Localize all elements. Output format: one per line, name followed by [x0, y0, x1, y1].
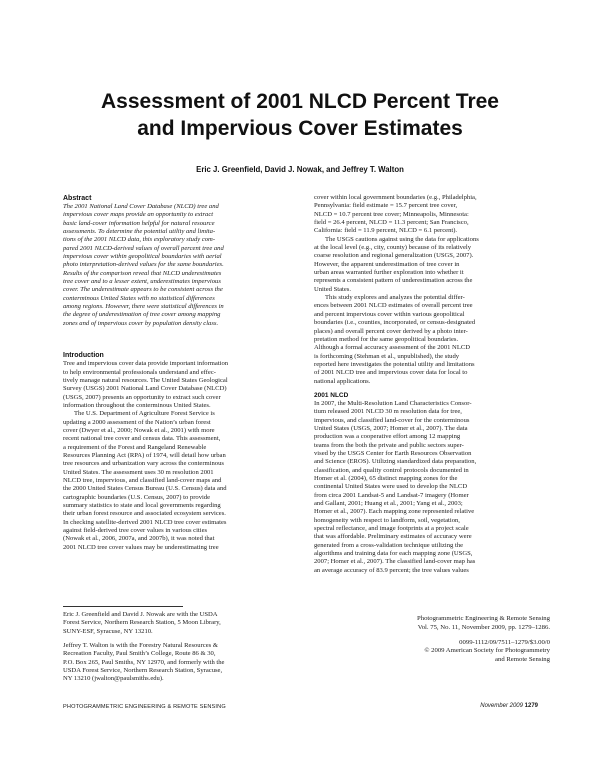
- abstract-line: conterminous United States with no statistical differences: [63, 294, 215, 302]
- abstract-line: tree cover and to a lesser extent, underestimates impervious: [63, 278, 221, 286]
- abstract-line: tions of the 2001 NLCD data, this exploratory study com-: [63, 236, 216, 244]
- text-line: a requirement of the Forest and Rangeland Renewable: [63, 443, 207, 451]
- abstract-line: Results of the comparison reveal that NLCD underestimates: [63, 269, 222, 277]
- text-line: Pennsylvania: field estimate = 15.7 percent tree cover,: [314, 202, 458, 210]
- text-line: Resources Planning Act (RPA) of 1974, will detail how urban: [63, 451, 226, 459]
- copyright-line-1: © 2009 American Society for Photogrammetry: [424, 647, 550, 655]
- text-line: tively manage natural resources. The United States Geological: [63, 376, 228, 384]
- text-line: tree resources and urbanization vary across the conterminous: [63, 460, 224, 468]
- footnote-line: P.O. Box 265, Paul Smiths, NY 12970, and formerly with the: [63, 658, 225, 666]
- footnote-line: USDA Forest Service, Northern Research Station, Syracuse,: [63, 667, 223, 675]
- text-line: boundaries (i.e., counties, incorporated, or census-designated: [314, 319, 476, 327]
- abstract-line: zones and of impervious cover by population density class.: [63, 319, 219, 327]
- abstract-line: assessments. To determine the potential utility and limita-: [63, 228, 216, 236]
- footnote-line: Eric J. Greenfield and David J. Nowak are with the USDA: [63, 611, 218, 618]
- issn-code: 0099-1112/09/7511–1279/$3.00/0: [459, 638, 550, 646]
- running-footer-journal: PHOTOGRAMMETRIC ENGINEERING & REMOTE SENSING: [63, 704, 226, 710]
- text-line: and Science (EROS). Utilizing standardized data preparation,: [314, 458, 477, 466]
- footnote-line: SUNY-ESF, Syracuse, NY 13210.: [63, 627, 153, 635]
- author-list: Eric J. Greenfield, David J. Nowak, and Jeffrey T. Walton: [196, 165, 404, 174]
- text-line: tium released 2001 NLCD 30 m resolution data for tree,: [314, 408, 462, 416]
- text-line: homogeneity with respect to landform, soil, vegetation,: [314, 516, 460, 524]
- text-line: California: field = 11.9 percent, NLCD = 6.1 percent).: [314, 227, 458, 235]
- text-line: summary statistics to state and local governments regarding: [63, 502, 221, 509]
- running-footer-page: [480, 703, 538, 709]
- text-line: updating a 2000 assessment of the Nation’s urban forest: [63, 418, 211, 426]
- text-line: national applications.: [314, 377, 371, 385]
- study-paragraph: [314, 294, 554, 386]
- text-line: and percent impervious cover within various geopolitical: [314, 310, 465, 318]
- text-line: teams from the both the private and public sectors super-: [314, 441, 464, 449]
- left-column: [63, 194, 313, 552]
- text-line: to help environmental professionals understand and effec-: [63, 368, 216, 376]
- text-line: In 2007, the Multi-Resolution Land Characteristics Consor-: [314, 399, 472, 407]
- text-line: algorithms and training data for each mapping zone (USGS,: [314, 550, 473, 558]
- text-line: cartographic boundaries (U.S. Census, 2007) to provide: [63, 493, 211, 501]
- text-line: Homer et al., 2007). Each mapping zone represented relative: [314, 508, 475, 516]
- text-line: urban areas warranted further exploration into whether it: [314, 269, 464, 277]
- text-line: of 2001 NLCD tree and impervious cover data for local to: [314, 369, 468, 377]
- abstract-line: photo interpretation-derived values for the same boundaries.: [63, 261, 224, 269]
- text-line: vised by the USGS Center for Earth Resources Observation: [314, 449, 472, 457]
- title-line-2: and Impervious Cover Estimates: [137, 117, 463, 140]
- text-line: coarse resolution and regional generalization (USGS, 2007).: [314, 252, 474, 260]
- text-line: and Gallant, 2001; Huang et al., 2001; Yang et al., 2003;: [314, 500, 463, 508]
- introduction-paragraph-2: [63, 410, 313, 552]
- paper-title: [40, 88, 560, 142]
- nlcd-section-heading: 2001 NLCD: [314, 391, 349, 399]
- text-line: places) and overall percent cover derived by a photo inter-: [314, 327, 468, 335]
- text-line: Tree and impervious cover data provide important information: [63, 360, 229, 368]
- text-line: NLCD = 10.7 percent tree cover; Minneapolis, Minnesota:: [314, 210, 469, 218]
- abstract-line: among regions. However, there were statistical differences in: [63, 303, 224, 311]
- page-number: 1279: [524, 703, 538, 709]
- text-line: continental United States were used to develop the NLCD: [314, 483, 468, 491]
- text-line: United States. The assessment uses 30 m resolution 2001: [63, 468, 214, 476]
- text-line: reported here investigates the potential utility and limitations: [314, 360, 475, 368]
- text-line: is forthcoming (Stehman et al., unpublished), the study: [314, 352, 460, 360]
- text-line: United States.: [314, 285, 351, 293]
- abstract-line: impervious cover within geopolitical boundaries with aerial: [63, 253, 222, 261]
- text-line: information throughout the conterminous United States.: [63, 401, 211, 409]
- text-line: represents a consistent pattern of underestimation across the: [314, 277, 473, 285]
- abstract-line: cover. The underestimate appears to be consistent across the: [63, 286, 223, 294]
- text-line: NLCD tree, impervious, and classified land-cover maps and: [63, 476, 222, 484]
- introduction-paragraph-1: [63, 360, 313, 410]
- copyright-line-2: and Remote Sensing: [495, 656, 550, 664]
- text-line: 2001 NLCD tree cover values may be underestimating tree: [63, 543, 219, 551]
- text-line: an average accuracy of 83.9 percent; the tree values values: [314, 566, 469, 574]
- text-line: that was affordable. Preliminary estimates of accuracy were: [314, 533, 472, 541]
- footnote-line: Jeffrey T. Walton is with the Forestry Natural Resources &: [63, 642, 219, 650]
- text-line: pretation method for the same geopolitical boundaries.: [314, 335, 459, 343]
- text-line: production was a cooperative effort among 12 mapping: [314, 433, 461, 441]
- abstract-line: pared 2001 NLCD-derived values of overall percent tree and: [63, 244, 224, 252]
- continued-paragraph: [314, 194, 554, 294]
- text-line: ences between 2001 NLCD estimates of overall percent tree: [314, 302, 473, 310]
- abstract-line: impervious cover maps provide an opportunity to extract: [63, 211, 214, 219]
- footnote-line: Recreation Faculty, Paul Smith’s College, Route 86 & 30,: [63, 650, 216, 658]
- text-line: (USGS, 2007) presents an opportunity to extract such cover: [63, 393, 221, 401]
- introduction-heading: Introduction: [63, 352, 104, 360]
- text-line: at the local level (e.g., city, county) because of its relatively: [314, 244, 472, 252]
- publication-info: [350, 615, 550, 665]
- text-line: their urban forest resource and associated ecosystem services.: [63, 510, 226, 518]
- text-line: Although a formal accuracy assessment of the 2001 NLCD: [314, 344, 471, 352]
- right-column: [314, 194, 554, 575]
- text-line: spectral reflectance, and image footprints at a project scale: [314, 525, 469, 533]
- text-line: against field-derived tree cover values in various cities: [63, 527, 208, 535]
- text-line: recent national tree cover and census data. This assessment,: [63, 435, 221, 443]
- footnote-line: Forest Service, Northern Research Station, 5 Moon Library,: [63, 619, 221, 627]
- text-line: This study explores and analyzes the potential differ-: [325, 294, 465, 302]
- text-line: cover within local government boundaries (e.g., Philadelphia,: [314, 194, 477, 201]
- text-line: Homer et al. (2004), 65 distinct mapping zones for the: [314, 475, 458, 482]
- author-footnotes: [63, 611, 313, 684]
- text-line: In checking satellite-derived 2001 NLCD tree cover estimates: [63, 518, 227, 526]
- footnote-rule: [63, 606, 183, 607]
- text-line: The USGS cautions against using the data for applications: [325, 235, 479, 243]
- text-line: impervious, and classified land-cover for the conterminous: [314, 416, 470, 424]
- text-line: United States (USGS, 2007; Homer et al., 2007). The data: [314, 424, 468, 432]
- abstract-line: The 2001 National Land Cover Database (NLCD) tree and: [63, 203, 219, 210]
- text-line: generated from a cross-validation technique utilizing the: [314, 541, 464, 549]
- abstract-body: [63, 203, 313, 328]
- abstract-line: the degree of underestimation of tree cover among mapping: [63, 311, 221, 319]
- footnote-affiliation-1: [63, 611, 313, 636]
- text-line: However, the apparent underestimation of tree cover in: [314, 260, 460, 268]
- text-line: (Nowak et al., 2006, 2007a, and 2007b), it was noted that: [63, 535, 215, 543]
- text-line: The U.S. Department of Agriculture Forest Service is: [74, 410, 215, 418]
- abstract-line: basic land-cover information helpful for natural resource: [63, 219, 215, 227]
- text-line: from circa 2001 Landsat-5 and Landsat-7 imagery (Homer: [314, 491, 469, 499]
- footnote-line: NY 13210 (jwalton@paulsmiths.edu).: [63, 675, 164, 683]
- footer-month: November 2009: [480, 703, 523, 709]
- title-line-1: Assessment of 2001 NLCD Percent Tree: [100, 90, 499, 113]
- text-line: 2007; Homer et al., 2007). The classified land-cover map has: [314, 558, 476, 566]
- text-line: Survey (USGS) 2001 National Land Cover Database (NLCD): [63, 385, 227, 393]
- text-line: cover (Dwyer et al., 2000; Nowak et al., 2001) with more: [63, 426, 215, 434]
- journal-name: Photogrammetric Engineering & Remote Sensing: [417, 615, 550, 622]
- abstract-heading: Abstract: [63, 195, 92, 202]
- text-line: the 2000 United States Census Bureau (U.S. Census) data and: [63, 485, 227, 493]
- text-line: classification, and quality control protocols documented in: [314, 466, 469, 474]
- nlcd-section-body: [314, 400, 554, 575]
- text-line: field = 26.4 percent, NLCD = 11.3 percent; San Francisco,: [314, 219, 469, 227]
- footnote-affiliation-2: [63, 642, 313, 684]
- volume-info: Vol. 75, No. 11, November 2009, pp. 1279–1286.: [417, 623, 550, 631]
